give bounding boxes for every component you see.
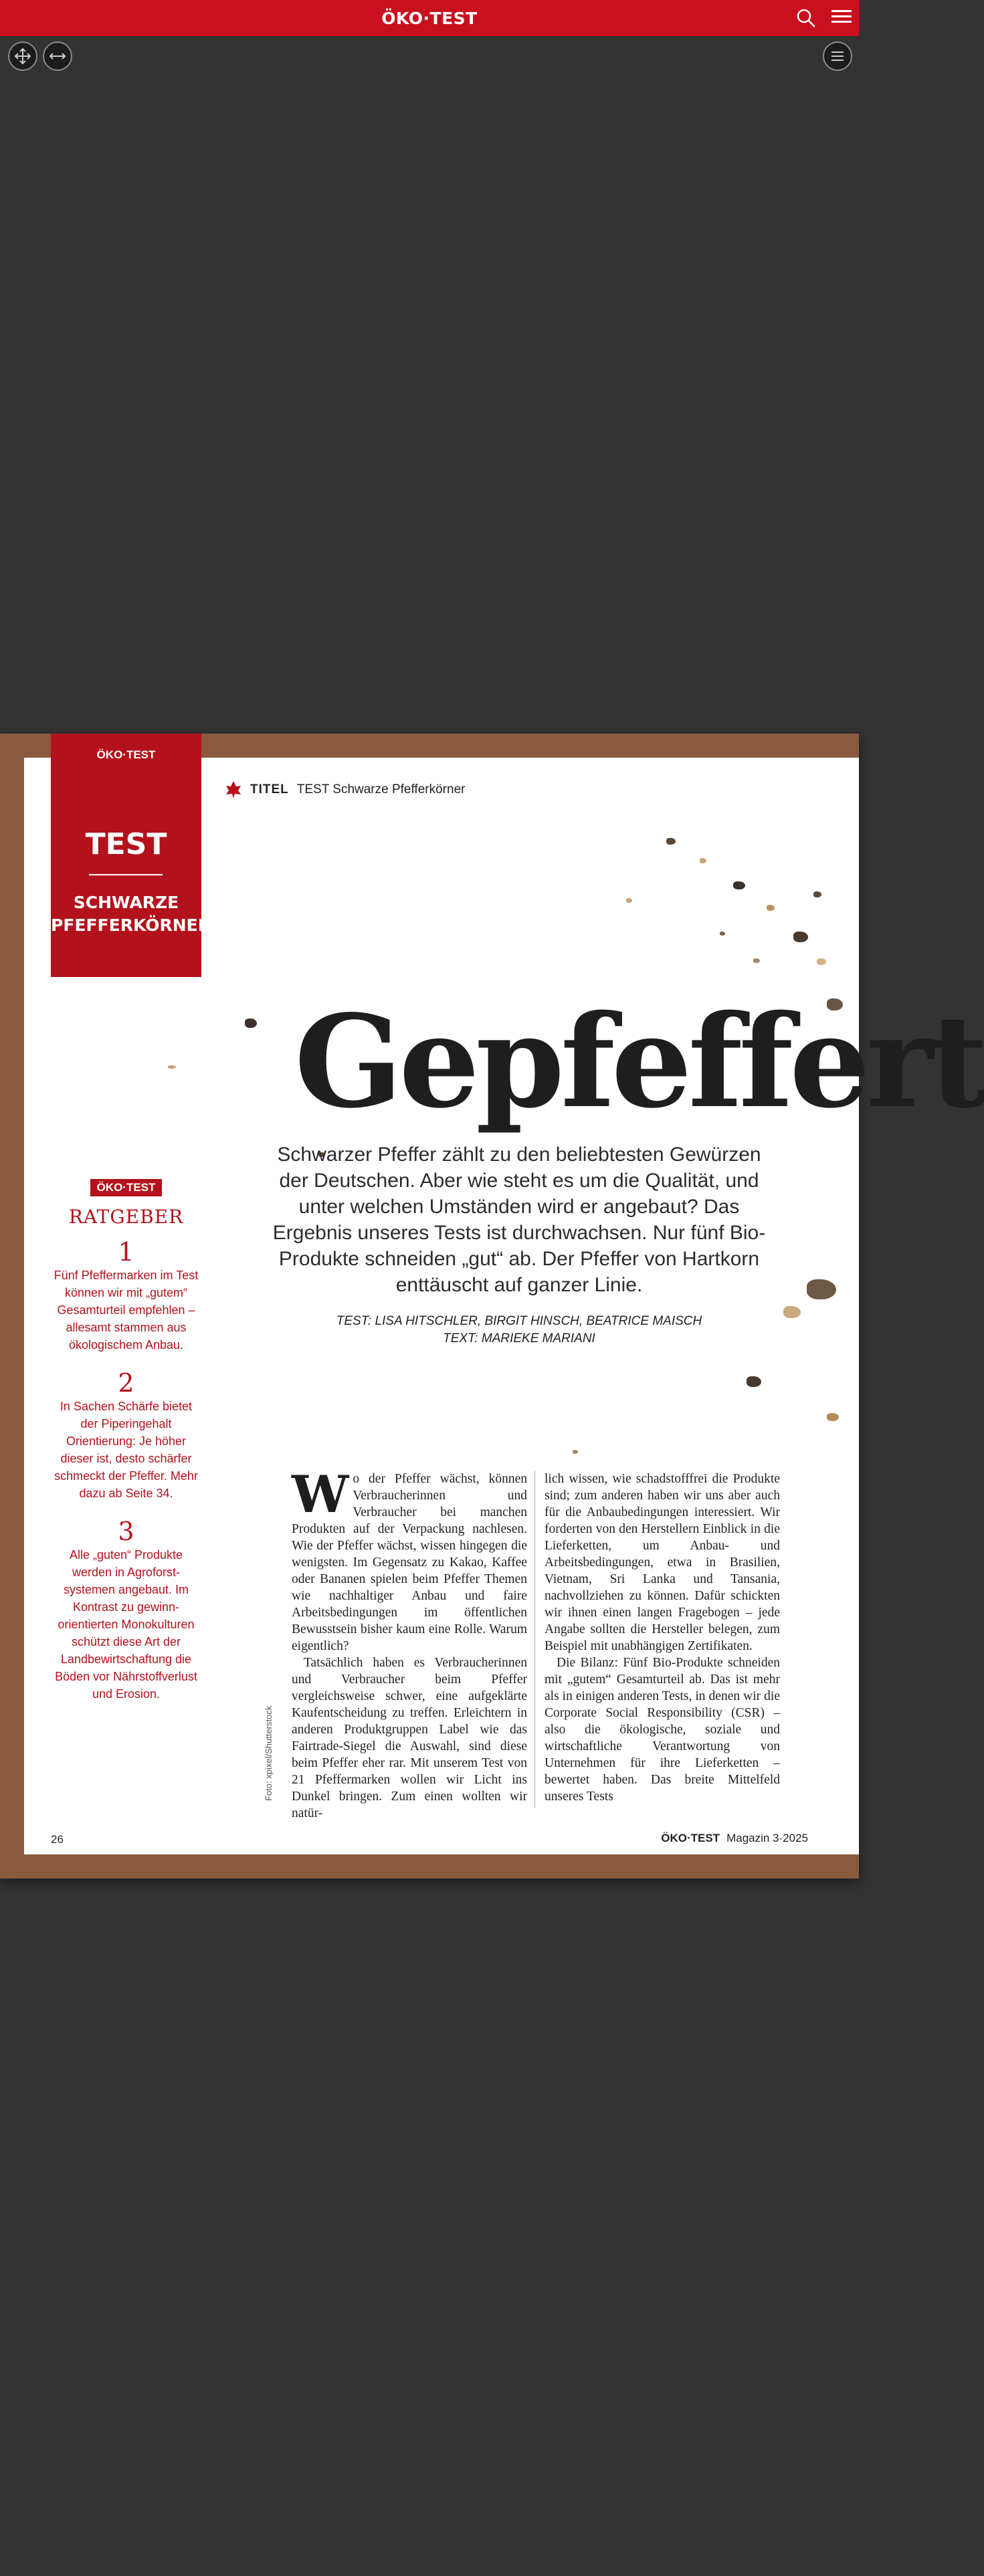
ratgeber-sidebar xyxy=(51,1179,201,1703)
search-button[interactable] xyxy=(795,7,817,29)
table-of-contents-button[interactable] xyxy=(823,41,852,71)
list-icon xyxy=(829,47,846,65)
pepper-speck xyxy=(793,932,808,942)
pepper-speck xyxy=(666,838,676,845)
tip-text: Alle „guten“ Produkte werden in Agroforst-systemen angebaut. Im Kontrast zu gewinn-orientierten Monokulturen schützt diese Art der Landbewirtschaftung die Böden vor Nährstoffverlust und Erosion. xyxy=(55,1548,197,1701)
pepper-speck xyxy=(747,1376,761,1387)
pepper-speck xyxy=(733,881,745,889)
pepper-speck xyxy=(626,898,632,903)
pepper-speck xyxy=(700,858,706,863)
pepper-speck xyxy=(168,1065,176,1069)
column-divider xyxy=(534,1471,535,1808)
footer-brand: ÖKO·TEST xyxy=(661,1832,720,1844)
article-deck: Schwarzer Pfeffer zählt zu den beliebtesten Gewürzen der Deutschen. Aber wie steht es um die Qualität, und unter welchen Umständen wird er angebaut? Das Ergebnis unseres Tests ist durchwachsen. Nur fünf Bio-Produkte schneiden „gut“ ab. Der Pfeffer von Hartkorn enttäuscht auf ganzer Linie. xyxy=(272,1144,766,1296)
issue-label: Magazin 3·2025 xyxy=(726,1832,808,1844)
tab-brand: ÖKO·TEST xyxy=(96,748,156,761)
fit-width-button[interactable] xyxy=(43,41,72,71)
tip-number: 1 xyxy=(118,1237,134,1267)
fit-width-icon xyxy=(48,47,67,66)
tip-text: In Sachen Schärfe bietet der Piperingehalt Orientierung: Je höher dieser ist, desto schärfer schmeckt der Pfeffer. Mehr dazu ab Seite 34. xyxy=(54,1400,198,1500)
photo-credit: Foto: xpixel/Shutterstock xyxy=(264,1705,274,1801)
sidebar-badge: ÖKO·TEST xyxy=(90,1179,163,1196)
move-icon xyxy=(13,47,32,66)
text-credit: TEXT: MARIEKE MARIANI xyxy=(443,1331,595,1346)
pepper-speck xyxy=(817,958,826,965)
body-paragraph: o der Pfeffer wächst, können Verbraucherinnen und Verbraucher bei manchen Produkten auf der Verpackung nachlesen. Wie der Pfeffer wächst, wissen hingegen die wenigsten. Im Gegensatz zu Kakao, Kaffee oder Bananen spielen beim Pfeffer Themen wie nachhaltiger Anbau und faire Arbeitsbedingungen im öffentlichen Bewusstsein bisher kaum eine Rolle. Warum eigentlich? xyxy=(292,1472,527,1653)
kicker-label: TITEL xyxy=(250,782,289,796)
search-icon xyxy=(795,7,817,29)
body-paragraph: lich wissen, wie schadstofffrei die Produkte sind; zum anderen haben wir uns aber auch für die Anbaubedingungen interessiert. Wir forderten von den Herstellern Einblick in die Lieferketten, um Anbau- und Arbeitsbedingungen, etwa in Brasilien, Vietnam, Sri Lanka und Tansania, nachvollziehen zu können. Dafür schickten wir ihnen einen langen Fragebogen – jede Angabe sollten die Hersteller belegen, zum Beispiel mit unabhängigen Zertifikaten. xyxy=(545,1472,780,1653)
tip-item xyxy=(51,1237,201,1354)
body-paragraph: Tatsächlich haben es Verbraucherinnen und Verbraucher beim Pfeffer vergleichsweise schwer, eine aufgeklärte Kaufentscheidung zu treffen. Erleichtern in anderen Produktgruppen Label wie das Fairtrade-Siegel die Auswahl, sind diese beim Pfeffer eher rar. Mit unserem Test von 21 Pfeffermarken wollen wir Licht ins Dunkel bringen. Zum einen wollten wir natür- xyxy=(292,1656,527,1820)
tip-text: Fünf Pfeffermarken im Test können wir mit „gutem“ Gesamturteil empfehlen – allesamt stammen aus ökologischem Anbau. xyxy=(54,1269,199,1352)
pepper-speck xyxy=(245,1018,257,1028)
body-paragraph: Die Bilanz: Fünf Bio-Produkte schneiden mit „gutem“ Gesamturteil ab. Das ist mehr als in einigen anderen Tests, in denen wir die Corporate Social Responsibility (CSR) – also die ökologische, soziale und wirtschaftliche Verantwortung von Unternehmen für ihre Lieferketten – bewertet haben. Das breite Mittelfeld unseres Tests xyxy=(545,1656,780,1804)
tip-item xyxy=(51,1368,201,1502)
drop-cap: W xyxy=(292,1465,349,1524)
author-credits xyxy=(272,1313,767,1348)
tab-label: TEST xyxy=(85,827,167,861)
article-headline: Gepfeffert xyxy=(294,987,984,1136)
sidebar-title: RATGEBER xyxy=(68,1206,184,1228)
top-bar xyxy=(0,0,859,36)
body-column-2 xyxy=(545,1471,780,1805)
pepper-speck xyxy=(783,1306,801,1318)
tip-number: 3 xyxy=(118,1517,134,1546)
brand-logo[interactable]: ÖKO·TEST xyxy=(381,8,478,28)
tip-number: 2 xyxy=(118,1368,134,1398)
magazine-page[interactable] xyxy=(24,748,984,1854)
pepper-speck xyxy=(813,891,821,897)
leaf-icon xyxy=(225,780,242,800)
hamburger-icon xyxy=(831,10,852,12)
tip-item xyxy=(51,1517,201,1703)
divider xyxy=(89,874,163,875)
pepper-speck xyxy=(720,932,725,936)
test-category-tab xyxy=(51,734,211,977)
pepper-speck xyxy=(827,1413,839,1421)
menu-button[interactable] xyxy=(829,7,854,29)
pepper-speck xyxy=(753,958,760,963)
article-kicker xyxy=(225,780,465,800)
page-footer xyxy=(661,1832,808,1845)
pepper-speck xyxy=(767,905,775,911)
pepper-speck xyxy=(807,1279,836,1299)
test-credit: TEST: LISA HITSCHLER, BIRGIT HINSCH, BEATRICE MAISCH xyxy=(336,1314,702,1328)
tab-subtitle: SCHWARZE PFEFFERKÖRNER xyxy=(51,893,211,935)
pepper-speck xyxy=(573,1450,578,1454)
pan-tool-button[interactable] xyxy=(8,41,37,71)
body-column-1 xyxy=(292,1465,527,1822)
page-number: 26 xyxy=(51,1833,64,1846)
kicker-text: TEST Schwarze Pfefferkörner xyxy=(296,782,466,796)
